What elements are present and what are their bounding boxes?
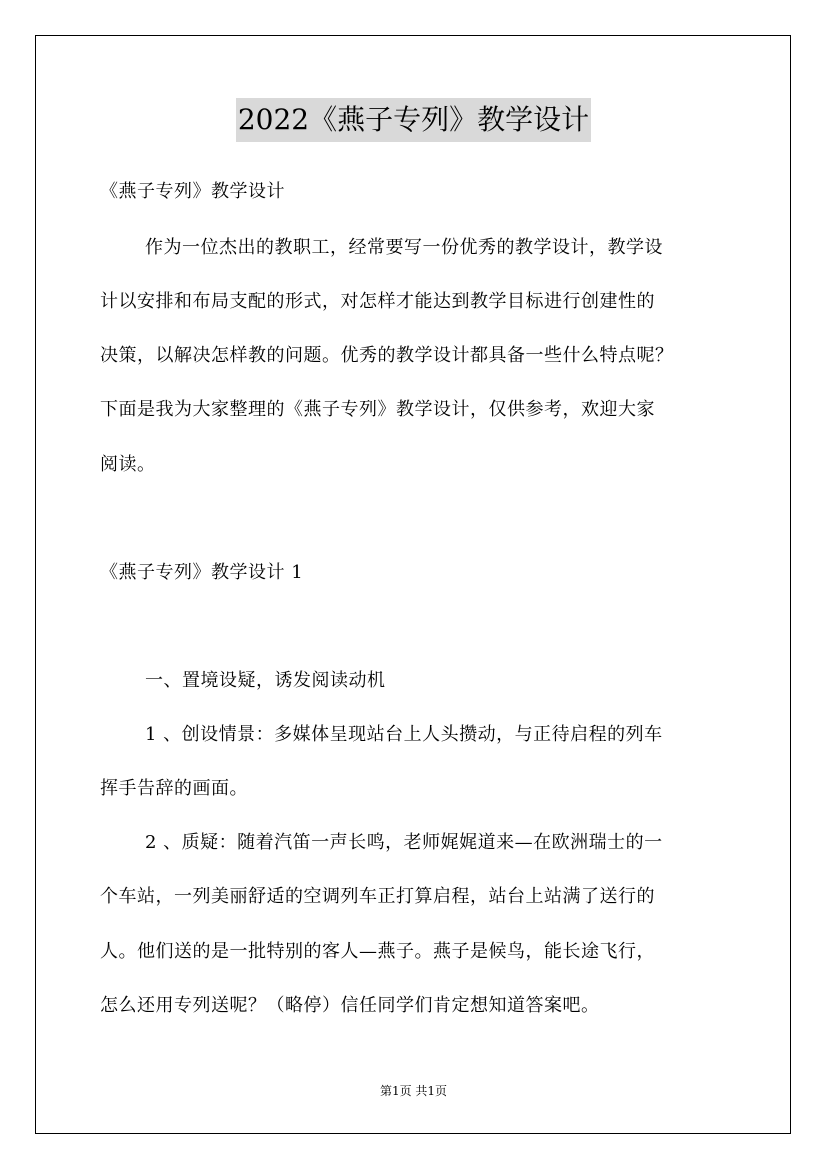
title-container <box>0 98 827 142</box>
section-heading: 《燕子专列》教学设计 <box>100 181 285 202</box>
paragraph-line: 挥手告辞的画面。 <box>100 778 248 799</box>
paragraph-line: 人。他们送的是一批特别的客人—燕子。燕子是候鸟，能长途飞行， <box>100 941 655 962</box>
paragraph-line: 怎么还用专列送呢？（略停）信任同学们肯定想知道答案吧。 <box>100 995 600 1016</box>
subsection-heading: 一、置境设疑，诱发阅读动机 <box>145 670 386 691</box>
paragraph-line: 计以安排和布局支配的形式，对怎样才能达到教学目标进行创建性的 <box>100 291 655 312</box>
page-footer: 第1页 共1页 <box>379 1084 448 1098</box>
paragraph-line: 2 、质疑：随着汽笛一声长鸣，老师娓娓道来—在欧洲瑞士的一 <box>145 832 663 853</box>
paragraph-line: 个车站，一列美丽舒适的空调列车正打算启程，站台上站满了送行的 <box>100 886 655 907</box>
paragraph-line: 阅读。 <box>100 454 156 475</box>
paragraph-line: 作为一位杰出的教职工，经常要写一份优秀的教学设计，教学设 <box>145 237 663 258</box>
paragraph-line: 下面是我为大家整理的《燕子专列》教学设计，仅供参考，欢迎大家 <box>100 399 655 420</box>
paragraph-line: 1 、创设情景：多媒体呈现站台上人头攒动，与正待启程的列车 <box>145 724 663 745</box>
document-title: 2022《燕子专列》教学设计 <box>236 98 591 142</box>
paragraph-line: 决策，以解决怎样教的问题。优秀的教学设计都具备一些什么特点呢？ <box>100 345 674 366</box>
section-heading: 《燕子专列》教学设计 1 <box>100 562 304 583</box>
